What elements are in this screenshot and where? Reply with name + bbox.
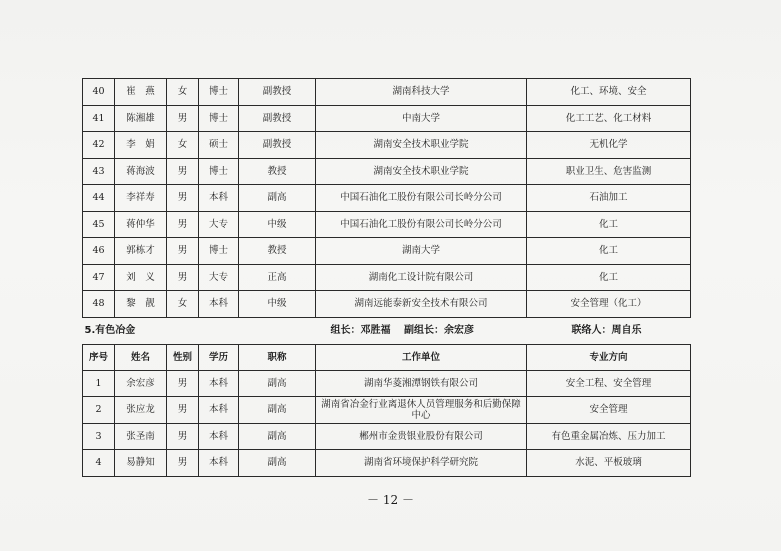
cell-name: 蒋仲华 — [115, 211, 167, 238]
header-name: 姓名 — [115, 344, 167, 370]
cell-field: 石油加工 — [527, 185, 691, 212]
cell-edu: 博士 — [199, 79, 239, 106]
cell-edu: 本科 — [199, 450, 239, 477]
cell-field: 化工 — [527, 238, 691, 265]
table-row — [83, 185, 691, 212]
header-unit: 工作单位 — [316, 344, 527, 370]
cell-no: 47 — [83, 264, 115, 291]
table-row — [83, 370, 691, 397]
table-row — [83, 79, 691, 106]
cell-unit: 湖南大学 — [316, 238, 527, 265]
cell-no: 2 — [83, 397, 115, 424]
cell-title: 教授 — [239, 238, 316, 265]
cell-edu: 博士 — [199, 238, 239, 265]
header-no: 序号 — [83, 344, 115, 370]
cell-gender: 男 — [167, 105, 199, 132]
table-row — [83, 238, 691, 265]
cell-edu: 本科 — [199, 291, 239, 318]
cell-field: 无机化学 — [527, 132, 691, 159]
cell-name: 刘 义 — [115, 264, 167, 291]
section-leaders: 组长：邓胜福 副组长：余宏彦 — [330, 324, 474, 336]
cell-field: 化工工艺、化工材料 — [527, 105, 691, 132]
page-number: － 12 － — [367, 493, 414, 507]
header-edu: 学历 — [199, 344, 239, 370]
cell-no: 1 — [83, 370, 115, 397]
cell-unit: 湖南省环境保护科学研究院 — [316, 450, 527, 477]
cell-name: 李 娟 — [115, 132, 167, 159]
cell-title: 副教授 — [239, 79, 316, 106]
cell-gender: 女 — [167, 79, 199, 106]
cell-gender: 男 — [167, 158, 199, 185]
table-row — [83, 105, 691, 132]
cell-edu: 本科 — [199, 370, 239, 397]
cell-unit: 中国石油化工股份有限公司长岭分公司 — [316, 185, 527, 212]
cell-edu: 本科 — [199, 185, 239, 212]
cell-title: 中级 — [239, 291, 316, 318]
table-row — [83, 211, 691, 238]
table-header-row — [83, 344, 691, 370]
cell-title: 副教授 — [239, 105, 316, 132]
cell-edu: 博士 — [199, 158, 239, 185]
cell-edu: 大专 — [199, 211, 239, 238]
cell-name: 蒋海波 — [115, 158, 167, 185]
header-title: 职称 — [239, 344, 316, 370]
cell-name: 李祥寿 — [115, 185, 167, 212]
cell-unit: 中国石油化工股份有限公司长岭分公司 — [316, 211, 527, 238]
cell-title: 副教授 — [239, 132, 316, 159]
cell-no: 42 — [83, 132, 115, 159]
cell-no: 48 — [83, 291, 115, 318]
cell-title: 副高 — [239, 370, 316, 397]
table-row — [83, 132, 691, 159]
cell-field: 职业卫生、危害监测 — [527, 158, 691, 185]
cell-edu: 硕士 — [199, 132, 239, 159]
cell-name: 郭栋才 — [115, 238, 167, 265]
cell-no: 3 — [83, 423, 115, 450]
cell-gender: 男 — [167, 211, 199, 238]
table-row — [83, 423, 691, 450]
table-row — [83, 450, 691, 477]
cell-field: 化工、环境、安全 — [527, 79, 691, 106]
cell-no: 44 — [83, 185, 115, 212]
cell-field: 安全工程、安全管理 — [527, 370, 691, 397]
cell-title: 教授 — [239, 158, 316, 185]
cell-edu: 本科 — [199, 397, 239, 424]
section-row — [83, 317, 691, 344]
cell-unit: 湖南化工设计院有限公司 — [316, 264, 527, 291]
cell-name: 张圣南 — [115, 423, 167, 450]
cell-name: 易静知 — [115, 450, 167, 477]
cell-unit: 湖南科技大学 — [316, 79, 527, 106]
cell-name: 余宏彦 — [115, 370, 167, 397]
header-field: 专业方向 — [527, 344, 691, 370]
section-contact: 联络人：周自乐 — [571, 324, 642, 336]
cell-gender: 女 — [167, 291, 199, 318]
cell-edu: 大专 — [199, 264, 239, 291]
cell-field: 化工 — [527, 264, 691, 291]
cell-name: 陈湘雄 — [115, 105, 167, 132]
cell-title: 中级 — [239, 211, 316, 238]
cell-field: 水泥、平板玻璃 — [527, 450, 691, 477]
cell-unit: 湖南远能泰新安全技术有限公司 — [316, 291, 527, 318]
cell-gender: 男 — [167, 185, 199, 212]
cell-no: 45 — [83, 211, 115, 238]
cell-gender: 男 — [167, 238, 199, 265]
table-body-bottom — [83, 370, 691, 476]
header-gender: 性别 — [167, 344, 199, 370]
cell-unit: 郴州市金贵银业股份有限公司 — [316, 423, 527, 450]
section-body — [83, 317, 691, 370]
cell-edu: 博士 — [199, 105, 239, 132]
cell-unit: 湖南省冶金行业离退休人员管理服务和后勤保障中心 — [316, 397, 527, 424]
cell-no: 40 — [83, 79, 115, 106]
cell-gender: 女 — [167, 132, 199, 159]
expert-table — [82, 78, 691, 477]
cell-no: 43 — [83, 158, 115, 185]
cell-no: 4 — [83, 450, 115, 477]
cell-no: 41 — [83, 105, 115, 132]
cell-field: 有色重金属冶炼、压力加工 — [527, 423, 691, 450]
cell-title: 副高 — [239, 397, 316, 424]
cell-edu: 本科 — [199, 423, 239, 450]
cell-unit: 湖南安全技术职业学院 — [316, 132, 527, 159]
table-row — [83, 158, 691, 185]
cell-name: 张应龙 — [115, 397, 167, 424]
table-row — [83, 291, 691, 318]
section-name: 5.有色冶金 — [84, 324, 136, 336]
cell-name: 黎 靓 — [115, 291, 167, 318]
cell-field: 安全管理 — [527, 397, 691, 424]
cell-unit: 湖南安全技术职业学院 — [316, 158, 527, 185]
cell-title: 副高 — [239, 450, 316, 477]
cell-unit: 湖南华菱湘潭钢铁有限公司 — [316, 370, 527, 397]
cell-name: 崔 燕 — [115, 79, 167, 106]
cell-gender: 男 — [167, 450, 199, 477]
table-row — [83, 397, 691, 424]
table-row — [83, 264, 691, 291]
cell-no: 46 — [83, 238, 115, 265]
cell-title: 副高 — [239, 185, 316, 212]
table-body-top — [83, 79, 691, 318]
cell-gender: 男 — [167, 423, 199, 450]
cell-field: 化工 — [527, 211, 691, 238]
cell-gender: 男 — [167, 397, 199, 424]
cell-unit: 中南大学 — [316, 105, 527, 132]
cell-title: 正高 — [239, 264, 316, 291]
cell-field: 安全管理（化工） — [527, 291, 691, 318]
cell-title: 副高 — [239, 423, 316, 450]
cell-gender: 男 — [167, 264, 199, 291]
cell-gender: 男 — [167, 370, 199, 397]
